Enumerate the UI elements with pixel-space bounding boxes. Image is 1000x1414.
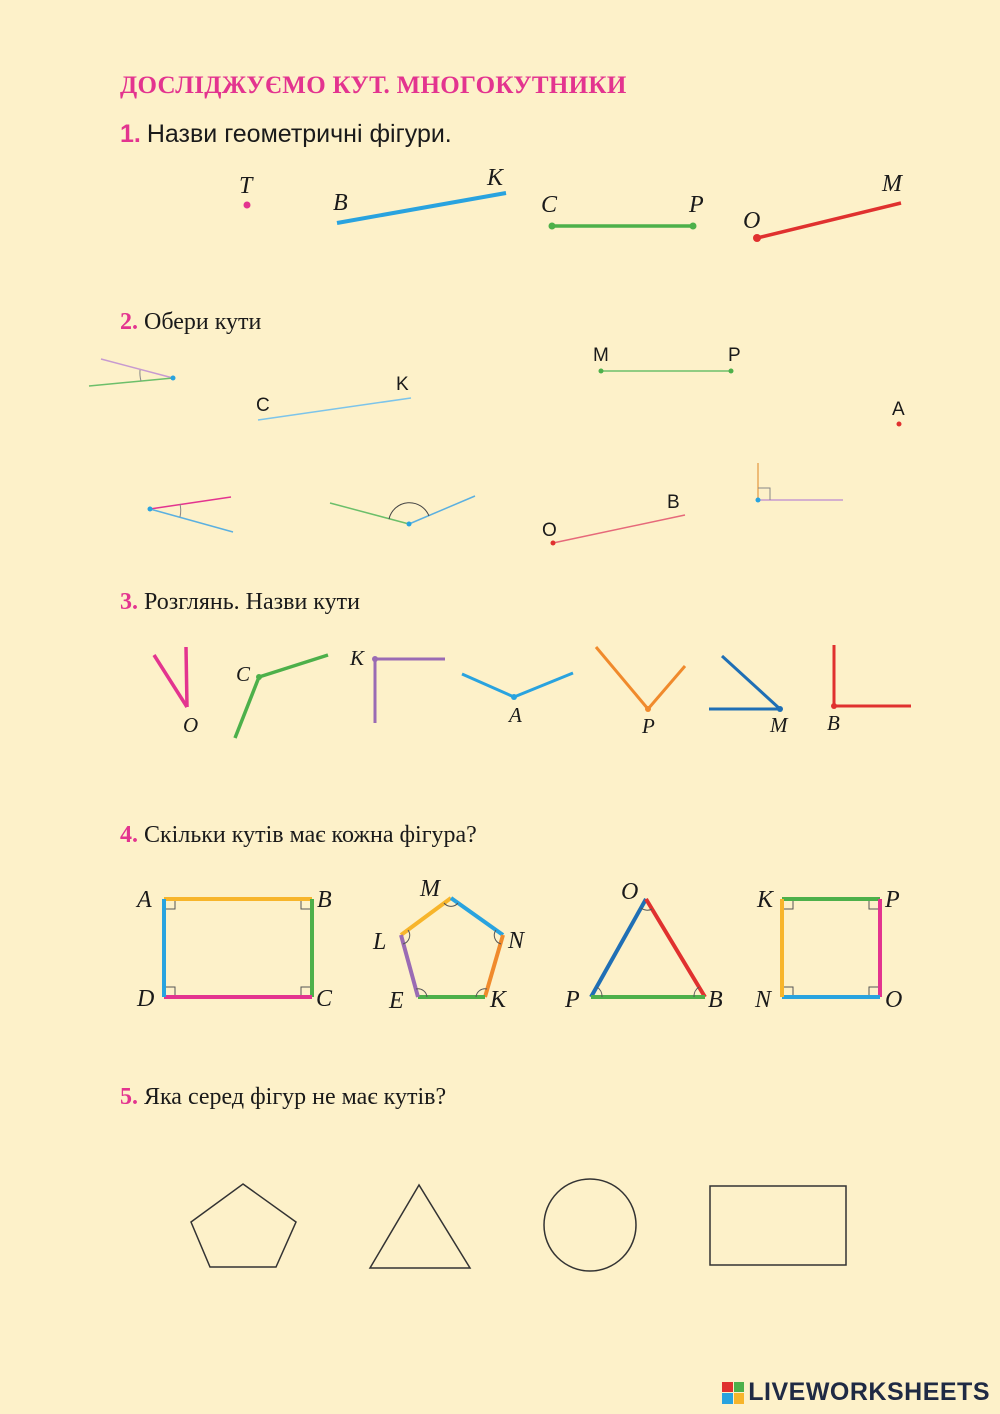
label-a: A	[892, 399, 905, 420]
angle-a-ray-b	[514, 673, 573, 697]
ray-om[interactable]	[743, 171, 904, 242]
right-angle-mark	[784, 987, 793, 995]
angle-c[interactable]	[235, 655, 328, 738]
task-text: Скільки кутів має кожна фігура?	[144, 822, 477, 848]
page-title: ДОСЛІДЖУЄМО КУТ. МНОГОКУТНИКИ	[120, 72, 627, 99]
angle-2-ray-a	[150, 497, 231, 509]
task-text: Яка серед фігур не має кутів?	[144, 1084, 447, 1110]
label-o: O	[885, 987, 903, 1013]
choice-segment-mp[interactable]	[593, 345, 741, 374]
ray-ob-stroke	[553, 515, 685, 543]
task-number: 5.	[120, 1084, 138, 1110]
triangle-shape[interactable]	[370, 1185, 470, 1268]
triangle-opb[interactable]	[564, 879, 723, 1013]
label-o: O	[183, 713, 199, 737]
task-number: 2.	[120, 309, 138, 335]
label-c: C	[541, 192, 558, 218]
square-kpon[interactable]	[754, 887, 902, 1013]
angle-1-ray-a	[101, 359, 173, 378]
choice-point-a[interactable]	[892, 399, 905, 427]
angle-a[interactable]	[462, 673, 573, 727]
right-angle-mark	[166, 901, 175, 909]
angle-a-ray-a	[462, 674, 514, 697]
endpoint-p	[729, 369, 734, 374]
point-t-dot	[244, 202, 251, 209]
label-e: E	[389, 988, 404, 1014]
endpoint-m	[599, 369, 604, 374]
label-l: L	[373, 929, 387, 955]
label-c: C	[236, 662, 251, 686]
angle-o[interactable]	[154, 647, 198, 737]
endpoint-c	[549, 223, 556, 230]
label-n: N	[508, 928, 525, 954]
right-angle-mark	[166, 987, 175, 995]
angle-m[interactable]	[709, 656, 789, 737]
label-b: B	[827, 711, 840, 735]
label-b: B	[708, 987, 723, 1013]
angle-1-vertex	[171, 376, 176, 381]
label-p: P	[642, 714, 655, 738]
circle-shape[interactable]	[544, 1179, 636, 1271]
side-op	[591, 899, 646, 997]
label-k: K	[757, 887, 774, 913]
pentagon-shape[interactable]	[191, 1184, 296, 1267]
choice-angle-1[interactable]	[89, 359, 176, 386]
label-c: C	[256, 395, 270, 416]
label-p: P	[689, 192, 704, 218]
liveworksheets-logo-icon	[722, 1382, 744, 1404]
label-o: O	[542, 520, 557, 541]
label-o: O	[743, 208, 761, 234]
choice-ray-ob[interactable]	[542, 492, 685, 546]
label-k: K	[487, 165, 504, 191]
ray-origin-o	[551, 541, 556, 546]
angle-2-vertex	[148, 507, 153, 512]
task-3-figures	[154, 645, 911, 738]
angle-o-ray-b	[186, 647, 187, 707]
point-t[interactable]	[239, 173, 254, 209]
label-t: T	[239, 173, 253, 199]
choice-angle-right[interactable]	[756, 463, 844, 503]
task-text: Назви геометричні фігури.	[146, 120, 452, 148]
label-n: N	[755, 987, 772, 1013]
label-p: P	[885, 887, 900, 913]
angle-1-arc	[140, 370, 141, 381]
ray-origin-o	[753, 234, 761, 242]
label-m: M	[770, 713, 788, 737]
task-4-figures	[135, 876, 902, 1014]
angle-k-vertex	[372, 656, 378, 662]
label-d: D	[137, 986, 155, 1012]
angle-k[interactable]	[349, 646, 445, 723]
ray-om-stroke	[757, 203, 901, 238]
angle-p-ray-a	[596, 647, 648, 709]
angle-c-vertex	[256, 674, 262, 680]
label-m: M	[593, 345, 609, 366]
label-b: B	[667, 492, 680, 513]
angle-c-ray-b	[235, 677, 259, 738]
task-number: 3.	[120, 589, 138, 615]
point-a-dot	[897, 422, 902, 427]
angle-c-ray-a	[259, 655, 328, 677]
angle-b-vertex	[831, 703, 837, 709]
pentagon-mnkel[interactable]	[372, 876, 526, 1014]
label-k: K	[350, 646, 365, 670]
angle-2-ray-b	[150, 509, 233, 532]
right-angle-mark	[758, 488, 770, 500]
angle-p[interactable]	[596, 647, 685, 738]
line-bk[interactable]	[333, 165, 506, 223]
angle-3-vertex	[407, 522, 412, 527]
line-ck-stroke	[258, 398, 411, 420]
endpoint-p	[690, 223, 697, 230]
right-angle-mark	[301, 901, 310, 909]
side-mn	[451, 898, 503, 935]
angle-1-ray-b	[89, 378, 173, 386]
right-angle-mark	[784, 901, 793, 909]
label-c: C	[316, 986, 333, 1012]
label-k: K	[490, 987, 507, 1013]
right-angle-mark	[869, 987, 878, 995]
label-a: A	[509, 703, 522, 727]
rectangle-shape[interactable]	[710, 1186, 846, 1265]
angle-right-vertex	[756, 498, 761, 503]
label-b: B	[317, 887, 332, 913]
task-5-figures	[191, 1179, 846, 1271]
label-m: M	[420, 876, 440, 902]
label-m: M	[882, 171, 902, 197]
label-p: P	[728, 345, 741, 366]
task-text: Розглянь. Назви кути	[144, 589, 360, 615]
side-ob	[646, 899, 705, 997]
watermark-text: LIVEWORKSHEETS	[748, 1378, 990, 1406]
label-p: P	[565, 987, 580, 1013]
line-bk-stroke	[337, 193, 506, 223]
segment-cp[interactable]	[541, 192, 704, 230]
task-number: 1.	[120, 120, 141, 148]
angle-b[interactable]	[827, 645, 911, 735]
label-o: O	[621, 879, 639, 905]
choice-angle-2[interactable]	[148, 497, 234, 532]
label-b: B	[333, 190, 348, 216]
right-angle-mark	[869, 901, 878, 909]
angle-o-ray-a	[154, 655, 187, 707]
side-ml	[401, 898, 451, 935]
angle-3-ray-b	[409, 496, 475, 524]
label-k: K	[396, 374, 409, 395]
right-angle-mark	[301, 987, 310, 995]
rectangle-abcd[interactable]	[135, 887, 333, 1012]
angle-m-ray-a	[722, 656, 780, 709]
watermark	[722, 1378, 990, 1407]
task-2-figures	[89, 345, 905, 546]
label-a: A	[137, 887, 152, 913]
task-text: Обери кути	[144, 309, 262, 335]
angle-3-arc	[389, 503, 429, 519]
angle-m-vertex	[777, 706, 783, 712]
angle-p-ray-b	[648, 666, 685, 709]
choice-angle-3[interactable]	[330, 496, 475, 527]
task-1-figures	[239, 165, 904, 242]
task-number: 4.	[120, 822, 138, 848]
choice-line-ck[interactable]	[256, 374, 411, 420]
angle-a-vertex	[511, 694, 517, 700]
angle-p-vertex	[645, 706, 651, 712]
angle-2-arc	[180, 504, 181, 517]
